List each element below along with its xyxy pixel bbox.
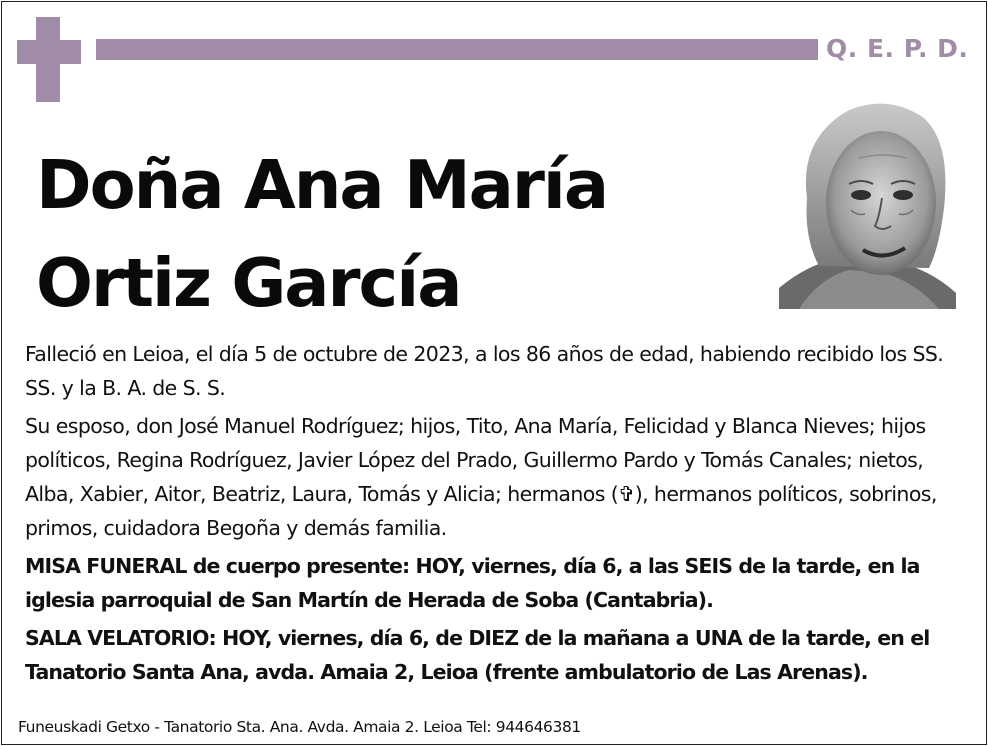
wake-room-paragraph: SALA VELATORIO: HOY, viernes, día 6, de DIEZ de la mañana a UNA de la tarde, en el Tanatorio Santa Ana, avda. Amaia 2, Leioa (frente ambulatorio de Las Arenas). [25,626,930,684]
name-line-2: Ortiz García [36,244,461,322]
header-bar [96,39,818,60]
name-line-1: Doña Ana María [36,146,608,224]
funeral-home-footer: Funeuskadi Getxo - Tanatorio Sta. Ana. Avda. Amaia 2. Leioa Tel: 944646381 [18,718,581,736]
obituary-text [25,337,965,693]
deceased-name [36,136,607,332]
qepd-label: Q. E. P. D. [826,34,969,63]
family-paragraph: Su esposo, don José Manuel Rodríguez; hijos, Tito, Ana María, Felicidad y Blanca Nieves; hijos políticos, Regina Rodríguez, Javier López del Prado, Guillermo Pardo y Tomás Canales; nietos, Alba, Xabier, Aitor, Beatriz, Laura, Tomás y Alicia; hermanos (✞), hermanos políticos, sobrinos, primos, cuidadora Begoña y demás familia. [25,414,937,540]
funeral-mass-paragraph: MISA FUNERAL de cuerpo presente: HOY, viernes, día 6, a las SEIS de la tarde, en la iglesia parroquial de San Martín de Herada de Soba (Cantabria). [25,554,920,612]
death-notice-paragraph: Falleció en Leioa, el día 5 de octubre de 2023, a los 86 años de edad, habiendo recibido los SS. SS. y la B. A. de S. S. [25,342,944,400]
cross-icon [17,17,81,102]
portrait-photo [779,98,956,309]
